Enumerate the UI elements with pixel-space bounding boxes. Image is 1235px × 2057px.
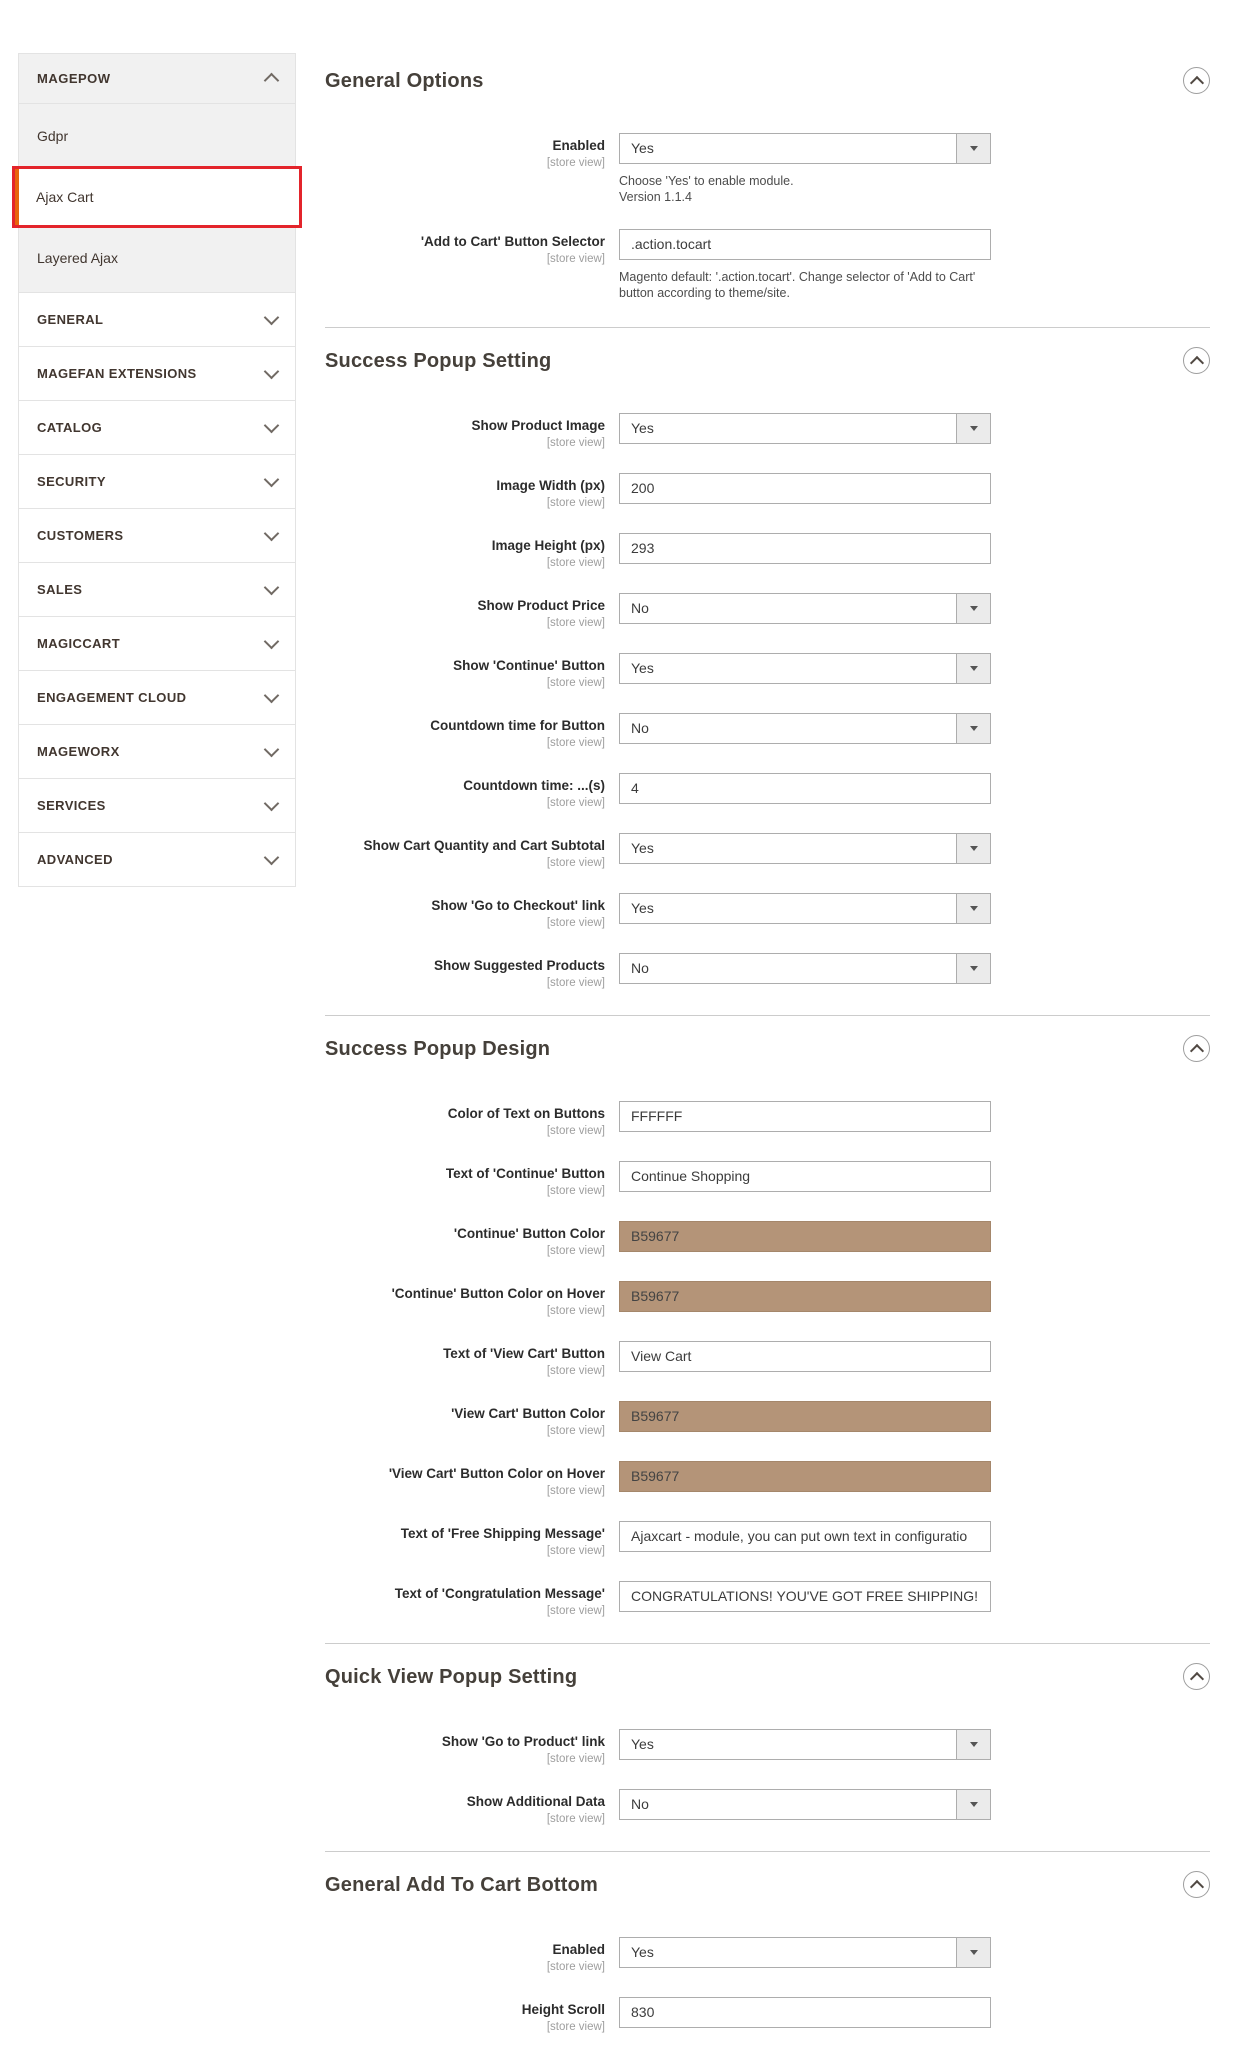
nav-section-label: ADVANCED xyxy=(37,852,113,867)
field-value: No xyxy=(631,960,649,976)
select-field-countdown-time-for-button[interactable] xyxy=(619,713,991,744)
color-field-view-cart-button-color-on-hover[interactable] xyxy=(619,1461,991,1492)
color-field-continue-button-color[interactable] xyxy=(619,1221,991,1252)
field-note xyxy=(619,269,991,301)
field-row-view-cart-button-color xyxy=(325,1401,1210,1437)
field-column xyxy=(619,1101,991,1137)
select-field-show-cart-quantity-and-cart-subtotal[interactable] xyxy=(619,833,991,864)
field-label-block xyxy=(325,713,605,749)
field-column xyxy=(619,1401,991,1437)
color-field-continue-button-color-on-hover[interactable] xyxy=(619,1281,991,1312)
store-view-scope: [store view] xyxy=(546,1485,605,1497)
field-row-color-of-text-on-buttons xyxy=(325,1101,1210,1137)
field-note-line: Version 1.1.4 xyxy=(619,190,692,204)
section-divider xyxy=(325,327,1210,328)
field-label: 'Add to Cart' Button Selector xyxy=(420,234,605,249)
field-label: 'Continue' Button Color on Hover xyxy=(391,1286,605,1301)
field-column xyxy=(619,533,991,569)
field-label-block xyxy=(325,133,605,205)
field-label: Show Product Price xyxy=(477,598,605,613)
field-row-show-product-image xyxy=(325,413,1210,449)
field-column xyxy=(619,1789,991,1825)
color-field-view-cart-button-color[interactable] xyxy=(619,1401,991,1432)
field-column xyxy=(619,593,991,629)
select-field-show-additional-data[interactable] xyxy=(619,1789,991,1820)
field-value: Yes xyxy=(631,1736,654,1752)
section-divider xyxy=(325,1851,1210,1852)
nav-section-mageworx[interactable] xyxy=(19,724,295,778)
field-label: 'View Cart' Button Color xyxy=(451,1406,605,1421)
field-column xyxy=(619,413,991,449)
field-label: Text of 'View Cart' Button xyxy=(443,1346,605,1361)
nav-section-label: MAGICCART xyxy=(37,636,121,651)
field-note-line: Choose 'Yes' to enable module. xyxy=(619,174,794,188)
store-view-scope: [store view] xyxy=(546,797,605,809)
field-label-block xyxy=(325,1789,605,1825)
select-field-show-go-to-product-link[interactable] xyxy=(619,1729,991,1760)
chevron-up-icon xyxy=(1189,1879,1203,1893)
field-column xyxy=(619,229,991,301)
store-view-scope: [store view] xyxy=(546,677,605,689)
nav-section-magefan-extensions[interactable] xyxy=(19,346,295,400)
text-field-image-width-px[interactable] xyxy=(619,473,991,504)
chevron-up-icon xyxy=(1189,1671,1203,1685)
dropdown-arrow-icon xyxy=(956,1730,990,1759)
field-column xyxy=(619,1729,991,1765)
store-view-scope: [store view] xyxy=(546,1245,605,1257)
chevron-up-icon xyxy=(1189,1043,1203,1057)
chevron-down-icon xyxy=(264,310,280,326)
field-row-image-width-px xyxy=(325,473,1210,509)
nav-section-label: GENERAL xyxy=(37,312,104,327)
store-view-scope: [store view] xyxy=(546,977,605,989)
field-label-block xyxy=(325,229,605,301)
text-field-height-scroll[interactable] xyxy=(619,1997,991,2028)
chevron-down-icon xyxy=(264,364,280,380)
section-title: Success Popup Setting xyxy=(325,350,552,372)
field-value: Yes xyxy=(631,900,654,916)
store-view-scope: [store view] xyxy=(546,253,605,265)
section-divider xyxy=(325,1643,1210,1644)
field-value: No xyxy=(631,600,649,616)
collapse-button[interactable] xyxy=(1183,1035,1210,1062)
field-label: Text of 'Free Shipping Message' xyxy=(400,1526,605,1541)
section-title: Quick View Popup Setting xyxy=(325,1666,578,1688)
field-label-block xyxy=(325,833,605,869)
chevron-down-icon xyxy=(264,580,280,596)
field-label: Show 'Go to Product' link xyxy=(441,1734,605,1749)
field-value: B59677 xyxy=(631,1228,680,1244)
chevron-down-icon xyxy=(264,850,280,866)
dropdown-arrow-icon xyxy=(956,834,990,863)
chevron-down-icon xyxy=(264,796,280,812)
field-column xyxy=(619,833,991,869)
chevron-up-icon xyxy=(1189,75,1203,89)
field-row-enabled xyxy=(325,133,1210,205)
field-row-show-cart-quantity-and-cart-subtotal xyxy=(325,833,1210,869)
collapse-button[interactable] xyxy=(1183,347,1210,374)
field-row-view-cart-button-color-on-hover xyxy=(325,1461,1210,1497)
dropdown-arrow-icon xyxy=(956,134,990,163)
field-value: Continue Shopping xyxy=(631,1168,751,1184)
field-label-block xyxy=(325,473,605,509)
field-label-block xyxy=(325,1461,605,1497)
nav-section-engagement-cloud[interactable] xyxy=(19,670,295,724)
nav-section-services[interactable] xyxy=(19,778,295,832)
text-field-text-of-view-cart-button[interactable] xyxy=(619,1341,991,1372)
store-view-scope: [store view] xyxy=(546,617,605,629)
section-header xyxy=(325,1874,1210,1897)
field-label-block xyxy=(325,1161,605,1197)
field-column xyxy=(619,1461,991,1497)
section-divider xyxy=(325,1015,1210,1016)
collapse-button[interactable] xyxy=(1183,1871,1210,1898)
store-view-scope: [store view] xyxy=(546,157,605,169)
field-label-block xyxy=(325,1521,605,1557)
field-row-add-to-cart-button-selector xyxy=(325,229,1210,301)
text-field-text-of-free-shipping-message[interactable] xyxy=(619,1521,991,1552)
nav-section-advanced[interactable] xyxy=(19,832,295,886)
field-label: Height Scroll xyxy=(521,2002,605,2017)
select-field-show-product-price[interactable] xyxy=(619,593,991,624)
nav-section-customers[interactable] xyxy=(19,508,295,562)
dropdown-arrow-icon xyxy=(956,714,990,743)
chevron-down-icon xyxy=(264,526,280,542)
config-section-success-popup-setting xyxy=(325,350,1210,989)
field-row-show-additional-data xyxy=(325,1789,1210,1825)
store-view-scope: [store view] xyxy=(546,1185,605,1197)
field-column xyxy=(619,1161,991,1197)
field-label-block xyxy=(325,1221,605,1257)
field-column xyxy=(619,953,991,989)
store-view-scope: [store view] xyxy=(546,737,605,749)
store-view-scope: [store view] xyxy=(546,1545,605,1557)
chevron-down-icon xyxy=(264,688,280,704)
field-value: Yes xyxy=(631,660,654,676)
text-field-image-height-px[interactable] xyxy=(619,533,991,564)
field-label: Color of Text on Buttons xyxy=(447,1106,605,1121)
field-column xyxy=(619,1221,991,1257)
chevron-down-icon xyxy=(264,472,280,488)
store-view-scope: [store view] xyxy=(546,1365,605,1377)
field-label: Image Height (px) xyxy=(491,538,605,553)
field-column xyxy=(619,1581,991,1617)
dropdown-arrow-icon xyxy=(956,894,990,923)
field-row-show-go-to-product-link xyxy=(325,1729,1210,1765)
field-row-show-continue-button xyxy=(325,653,1210,689)
select-field-show-go-to-checkout-link[interactable] xyxy=(619,893,991,924)
field-row-countdown-time-s xyxy=(325,773,1210,809)
nav-section-catalog[interactable] xyxy=(19,400,295,454)
nav-section-label: MAGEWORX xyxy=(37,744,120,759)
field-label-block xyxy=(325,773,605,809)
field-value: View Cart xyxy=(631,1348,692,1364)
config-section-quick-view-popup-setting xyxy=(325,1666,1210,1825)
field-row-continue-button-color-on-hover xyxy=(325,1281,1210,1317)
select-field-enabled[interactable] xyxy=(619,1937,991,1968)
nav-item-label: Layered Ajax xyxy=(37,250,118,266)
nav-item-layered-ajax[interactable] xyxy=(19,234,295,282)
field-value: B59677 xyxy=(631,1468,680,1484)
field-label: Show 'Go to Checkout' link xyxy=(431,898,605,913)
store-view-scope: [store view] xyxy=(546,1605,605,1617)
section-header xyxy=(325,1038,1210,1061)
field-row-show-go-to-checkout-link xyxy=(325,893,1210,929)
field-label: Countdown time: ...(s) xyxy=(463,778,605,793)
text-field-color-of-text-on-buttons[interactable] xyxy=(619,1101,991,1132)
field-label-block xyxy=(325,1341,605,1377)
field-label: Show 'Continue' Button xyxy=(453,658,605,673)
field-row-height-scroll xyxy=(325,1997,1210,2033)
text-field-text-of-continue-button[interactable] xyxy=(619,1161,991,1192)
nav-item-label: Ajax Cart xyxy=(36,189,94,205)
field-column xyxy=(619,1997,991,2033)
collapse-button[interactable] xyxy=(1183,1663,1210,1690)
field-label: 'View Cart' Button Color on Hover xyxy=(388,1466,605,1481)
dropdown-arrow-icon xyxy=(956,1790,990,1819)
field-label-block xyxy=(325,953,605,989)
field-value: 4 xyxy=(631,780,639,796)
text-field-countdown-time-s[interactable] xyxy=(619,773,991,804)
field-note-line: Magento default: '.action.tocart'. Change selector of 'Add to Cart' button according to theme/site. xyxy=(619,270,976,300)
field-label: Countdown time for Button xyxy=(430,718,605,733)
store-view-scope: [store view] xyxy=(546,437,605,449)
field-value: Ajaxcart - module, you can put own text in configuratio xyxy=(631,1528,968,1544)
nav-item-gdpr[interactable] xyxy=(19,112,295,160)
field-note xyxy=(619,173,991,205)
text-field-text-of-congratulation-message[interactable] xyxy=(619,1581,991,1612)
field-label: Show Suggested Products xyxy=(433,958,605,973)
config-nav xyxy=(18,53,296,887)
chevron-down-icon xyxy=(264,742,280,758)
field-label: Text of 'Continue' Button xyxy=(445,1166,605,1181)
field-label-block xyxy=(325,653,605,689)
field-row-show-suggested-products xyxy=(325,953,1210,989)
field-row-text-of-continue-button xyxy=(325,1161,1210,1197)
nav-group-header[interactable] xyxy=(19,54,295,104)
select-field-show-continue-button[interactable] xyxy=(619,653,991,684)
field-row-text-of-free-shipping-message xyxy=(325,1521,1210,1557)
field-column xyxy=(619,1281,991,1317)
field-column xyxy=(619,1521,991,1557)
nav-item-label: Gdpr xyxy=(37,128,69,144)
field-label-block xyxy=(325,1997,605,2033)
nav-section-security[interactable] xyxy=(19,454,295,508)
field-value: 200 xyxy=(631,480,655,496)
field-column xyxy=(619,773,991,809)
collapse-button[interactable] xyxy=(1183,67,1210,94)
field-label: Show Cart Quantity and Cart Subtotal xyxy=(363,838,605,853)
store-view-scope: [store view] xyxy=(546,857,605,869)
field-label-block xyxy=(325,1937,605,1973)
nav-section-general[interactable] xyxy=(19,292,295,346)
nav-section-label: ENGAGEMENT CLOUD xyxy=(37,690,187,705)
field-value: CONGRATULATIONS! YOU'VE GOT FREE SHIPPING! xyxy=(631,1588,979,1604)
field-row-continue-button-color xyxy=(325,1221,1210,1257)
field-label: Show Additional Data xyxy=(466,1794,605,1809)
config-content xyxy=(325,0,1210,2057)
field-row-enabled xyxy=(325,1937,1210,1973)
field-label-block xyxy=(325,1101,605,1137)
nav-section-label: CATALOG xyxy=(37,420,103,435)
field-label: Enabled xyxy=(552,1942,605,1957)
field-column xyxy=(619,133,991,205)
store-view-scope: [store view] xyxy=(546,1425,605,1437)
field-row-countdown-time-for-button xyxy=(325,713,1210,749)
config-section-general-add-to-cart-bottom xyxy=(325,1874,1210,2033)
nav-section-label: MAGEFAN EXTENSIONS xyxy=(37,366,197,381)
field-label-block xyxy=(325,1401,605,1437)
nav-section-label: SALES xyxy=(37,582,83,597)
field-label: Image Width (px) xyxy=(496,478,605,493)
field-row-text-of-congratulation-message xyxy=(325,1581,1210,1617)
section-header xyxy=(325,350,1210,373)
field-column xyxy=(619,653,991,689)
text-field-add-to-cart-button-selector[interactable] xyxy=(619,229,991,260)
dropdown-arrow-icon xyxy=(956,594,990,623)
field-value: Yes xyxy=(631,840,654,856)
nav-group-magepow xyxy=(19,54,295,292)
dropdown-arrow-icon xyxy=(956,414,990,443)
config-section-success-popup-design xyxy=(325,1038,1210,1617)
field-value: FFFFFF xyxy=(631,1108,683,1124)
field-value: 830 xyxy=(631,2004,655,2020)
field-label-block xyxy=(325,593,605,629)
field-label: Show Product Image xyxy=(471,418,605,433)
field-label-block xyxy=(325,1581,605,1617)
store-view-scope: [store view] xyxy=(546,2021,605,2033)
section-header xyxy=(325,1666,1210,1689)
field-label: Enabled xyxy=(552,138,605,153)
field-value: B59677 xyxy=(631,1288,680,1304)
field-value: 293 xyxy=(631,540,655,556)
field-label: Text of 'Congratulation Message' xyxy=(394,1586,605,1601)
store-view-scope: [store view] xyxy=(546,1305,605,1317)
field-label: 'Continue' Button Color xyxy=(453,1226,605,1241)
select-field-show-product-image[interactable] xyxy=(619,413,991,444)
nav-item-ajax-cart[interactable] xyxy=(15,169,299,225)
store-view-scope: [store view] xyxy=(546,497,605,509)
field-label-block xyxy=(325,893,605,929)
field-value: No xyxy=(631,1796,649,1812)
field-label-block xyxy=(325,1281,605,1317)
field-value: .action.tocart xyxy=(631,236,712,252)
store-view-scope: [store view] xyxy=(546,1753,605,1765)
nav-section-label: CUSTOMERS xyxy=(37,528,124,543)
field-label-block xyxy=(325,533,605,569)
chevron-up-icon xyxy=(1189,355,1203,369)
store-view-scope: [store view] xyxy=(546,1813,605,1825)
section-title: General Add To Cart Bottom xyxy=(325,1874,598,1896)
dropdown-arrow-icon xyxy=(956,654,990,683)
section-header xyxy=(325,70,1210,93)
annotation-highlight-box xyxy=(12,166,302,228)
field-row-image-height-px xyxy=(325,533,1210,569)
field-column xyxy=(619,473,991,509)
field-value: Yes xyxy=(631,140,654,156)
chevron-down-icon xyxy=(264,634,280,650)
field-column xyxy=(619,1937,991,1973)
field-label-block xyxy=(325,1729,605,1765)
field-column xyxy=(619,893,991,929)
field-row-show-product-price xyxy=(325,593,1210,629)
field-value: No xyxy=(631,720,649,736)
field-value: Yes xyxy=(631,420,654,436)
nav-section-magiccart[interactable] xyxy=(19,616,295,670)
dropdown-arrow-icon xyxy=(956,1938,990,1967)
field-label-block xyxy=(325,413,605,449)
store-view-scope: [store view] xyxy=(546,557,605,569)
section-title: Success Popup Design xyxy=(325,1038,551,1060)
nav-section-label: SECURITY xyxy=(37,474,106,489)
section-title: General Options xyxy=(325,70,484,92)
store-view-scope: [store view] xyxy=(546,1961,605,1973)
config-section-general-options xyxy=(325,70,1210,301)
nav-section-sales[interactable] xyxy=(19,562,295,616)
field-column xyxy=(619,1341,991,1377)
field-value: B59677 xyxy=(631,1408,680,1424)
field-row-text-of-view-cart-button xyxy=(325,1341,1210,1377)
nav-group-label: MAGEPOW xyxy=(37,71,111,86)
store-view-scope: [store view] xyxy=(546,917,605,929)
field-value: Yes xyxy=(631,1944,654,1960)
chevron-down-icon xyxy=(264,418,280,434)
chevron-up-icon xyxy=(264,73,280,89)
field-column xyxy=(619,713,991,749)
select-field-enabled[interactable] xyxy=(619,133,991,164)
select-field-show-suggested-products[interactable] xyxy=(619,953,991,984)
store-view-scope: [store view] xyxy=(546,1125,605,1137)
nav-section-label: SERVICES xyxy=(37,798,106,813)
dropdown-arrow-icon xyxy=(956,954,990,983)
